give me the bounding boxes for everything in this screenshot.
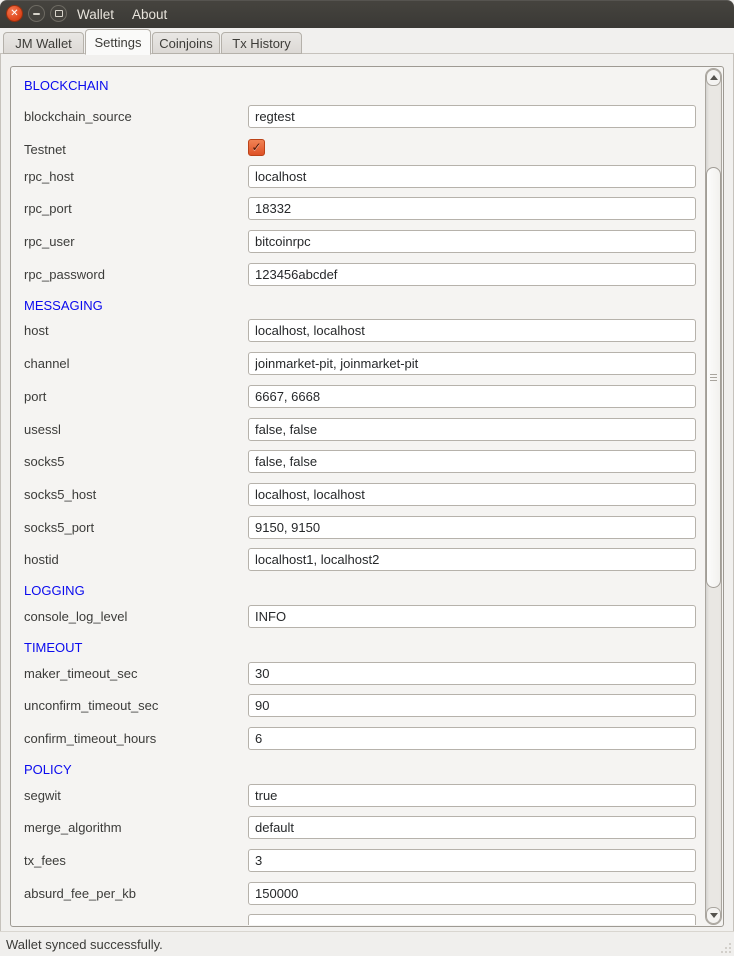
settings-row <box>24 814 705 847</box>
section-title-messaging: MESSAGING <box>24 297 103 313</box>
socks5-port-input[interactable] <box>248 516 696 539</box>
channel-input[interactable] <box>248 352 696 375</box>
field-label: hostid <box>24 552 59 568</box>
field-label: segwit <box>24 787 61 803</box>
field-label: socks5_host <box>24 486 97 502</box>
settings-row <box>24 103 705 136</box>
scrollbar-grip-icon <box>710 374 717 382</box>
settings-row <box>24 725 705 758</box>
settings-row <box>24 603 705 636</box>
tab-jm-wallet[interactable]: JM Wallet <box>3 32 84 54</box>
absurd-fee-per-kb-input[interactable] <box>248 882 696 905</box>
field-label: rpc_port <box>24 201 72 217</box>
field-label: rpc_host <box>24 168 74 184</box>
field-label: blockchain_source <box>24 109 132 124</box>
minimize-button[interactable] <box>28 5 45 22</box>
field-label: maker_timeout_sec <box>24 665 138 681</box>
socks5-input[interactable] <box>248 450 696 473</box>
settings-row <box>24 847 705 880</box>
maker-timeout-sec-input[interactable] <box>248 662 696 685</box>
menu-item-wallet[interactable]: Wallet <box>77 6 115 22</box>
field-label: port <box>24 388 47 404</box>
section-title-timeout: TIMEOUT <box>24 640 83 656</box>
close-button[interactable] <box>6 5 23 22</box>
scrollbar-up-button[interactable] <box>706 69 721 86</box>
minimize-icon <box>33 13 40 15</box>
vertical-scrollbar <box>705 68 722 925</box>
settings-row <box>24 383 705 416</box>
field-label: channel <box>24 356 70 372</box>
field-label: tx_fees <box>24 853 66 869</box>
tx-fees-input[interactable] <box>248 849 696 872</box>
chevron-down-icon <box>710 913 718 918</box>
section-title-policy: POLICY <box>24 762 72 778</box>
settings-row <box>24 228 705 261</box>
menu-item-about[interactable]: About <box>132 6 168 22</box>
settings-row <box>24 136 705 163</box>
field-label: rpc_password <box>24 266 105 282</box>
tab-settings[interactable]: Settings <box>85 29 151 55</box>
field-label: socks5 <box>24 454 65 470</box>
settings-row <box>24 481 705 514</box>
settings-row <box>24 350 705 383</box>
settings-tab-pane <box>0 53 734 931</box>
settings-row <box>24 317 705 350</box>
host-input[interactable] <box>248 319 696 342</box>
field-label: usessl <box>24 421 61 437</box>
settings-row <box>24 912 705 925</box>
maximize-button[interactable] <box>50 5 67 22</box>
port-input[interactable] <box>248 385 696 408</box>
tab-bar <box>0 28 734 54</box>
status-bar <box>0 931 734 956</box>
usessl-input[interactable] <box>248 418 696 441</box>
field-label: rpc_user <box>24 234 75 250</box>
settings-row <box>24 448 705 481</box>
check-icon: ✓ <box>251 140 262 155</box>
field-label: absurd_fee_per_kb <box>24 885 137 901</box>
settings-row <box>24 546 705 579</box>
scrollbar-down-button[interactable] <box>706 907 721 924</box>
chevron-up-icon <box>710 75 718 80</box>
maximize-icon <box>55 10 63 17</box>
rpc-host-input[interactable] <box>248 165 696 188</box>
settings-row <box>24 660 705 693</box>
settings-row <box>24 261 705 294</box>
settings-row <box>24 880 705 913</box>
section-title-blockchain: BLOCKCHAIN <box>24 77 109 93</box>
section-title-logging: LOGGING <box>24 583 85 599</box>
rpc-password-input[interactable] <box>248 263 696 286</box>
settings-row <box>24 692 705 725</box>
field-label: confirm_timeout_hours <box>24 731 157 746</box>
segwit-input[interactable] <box>248 784 696 807</box>
blockchain-source-input[interactable] <box>248 105 696 128</box>
console-log-level-input[interactable] <box>248 605 696 628</box>
field-label: socks5_port <box>24 519 95 535</box>
close-icon: ✕ <box>10 7 19 19</box>
settings-row <box>24 514 705 547</box>
settings-row <box>24 782 705 815</box>
field-label: unconfirm_timeout_sec <box>24 698 159 714</box>
scrollbar-thumb[interactable] <box>706 167 721 588</box>
rpc-port-input[interactable] <box>248 197 696 220</box>
field-label: merge_algorithm <box>24 820 122 836</box>
field-label: host <box>24 323 49 339</box>
settings-scroll-area <box>10 66 724 927</box>
titlebar <box>0 0 734 28</box>
field-label: console_log_level <box>24 608 128 624</box>
confirm-timeout-hours-input[interactable] <box>248 727 696 750</box>
menubar <box>68 0 176 28</box>
rpc-user-input[interactable] <box>248 230 696 253</box>
settings-row <box>24 416 705 449</box>
tab-tx-history[interactable]: Tx History <box>221 32 302 54</box>
hostid-input[interactable] <box>248 548 696 571</box>
resize-grip-icon[interactable] <box>718 940 732 954</box>
partial-input[interactable] <box>248 914 696 925</box>
unconfirm-timeout-sec-input[interactable] <box>248 694 696 717</box>
testnet-checkbox[interactable] <box>248 139 265 156</box>
settings-form <box>11 67 705 925</box>
merge-algorithm-input[interactable] <box>248 816 696 839</box>
tab-coinjoins[interactable]: Coinjoins <box>152 32 220 54</box>
settings-row <box>24 163 705 196</box>
status-text: Wallet synced successfully. <box>6 936 163 952</box>
socks5-host-input[interactable] <box>248 483 696 506</box>
settings-row <box>24 195 705 228</box>
field-label: Testnet <box>24 141 66 157</box>
